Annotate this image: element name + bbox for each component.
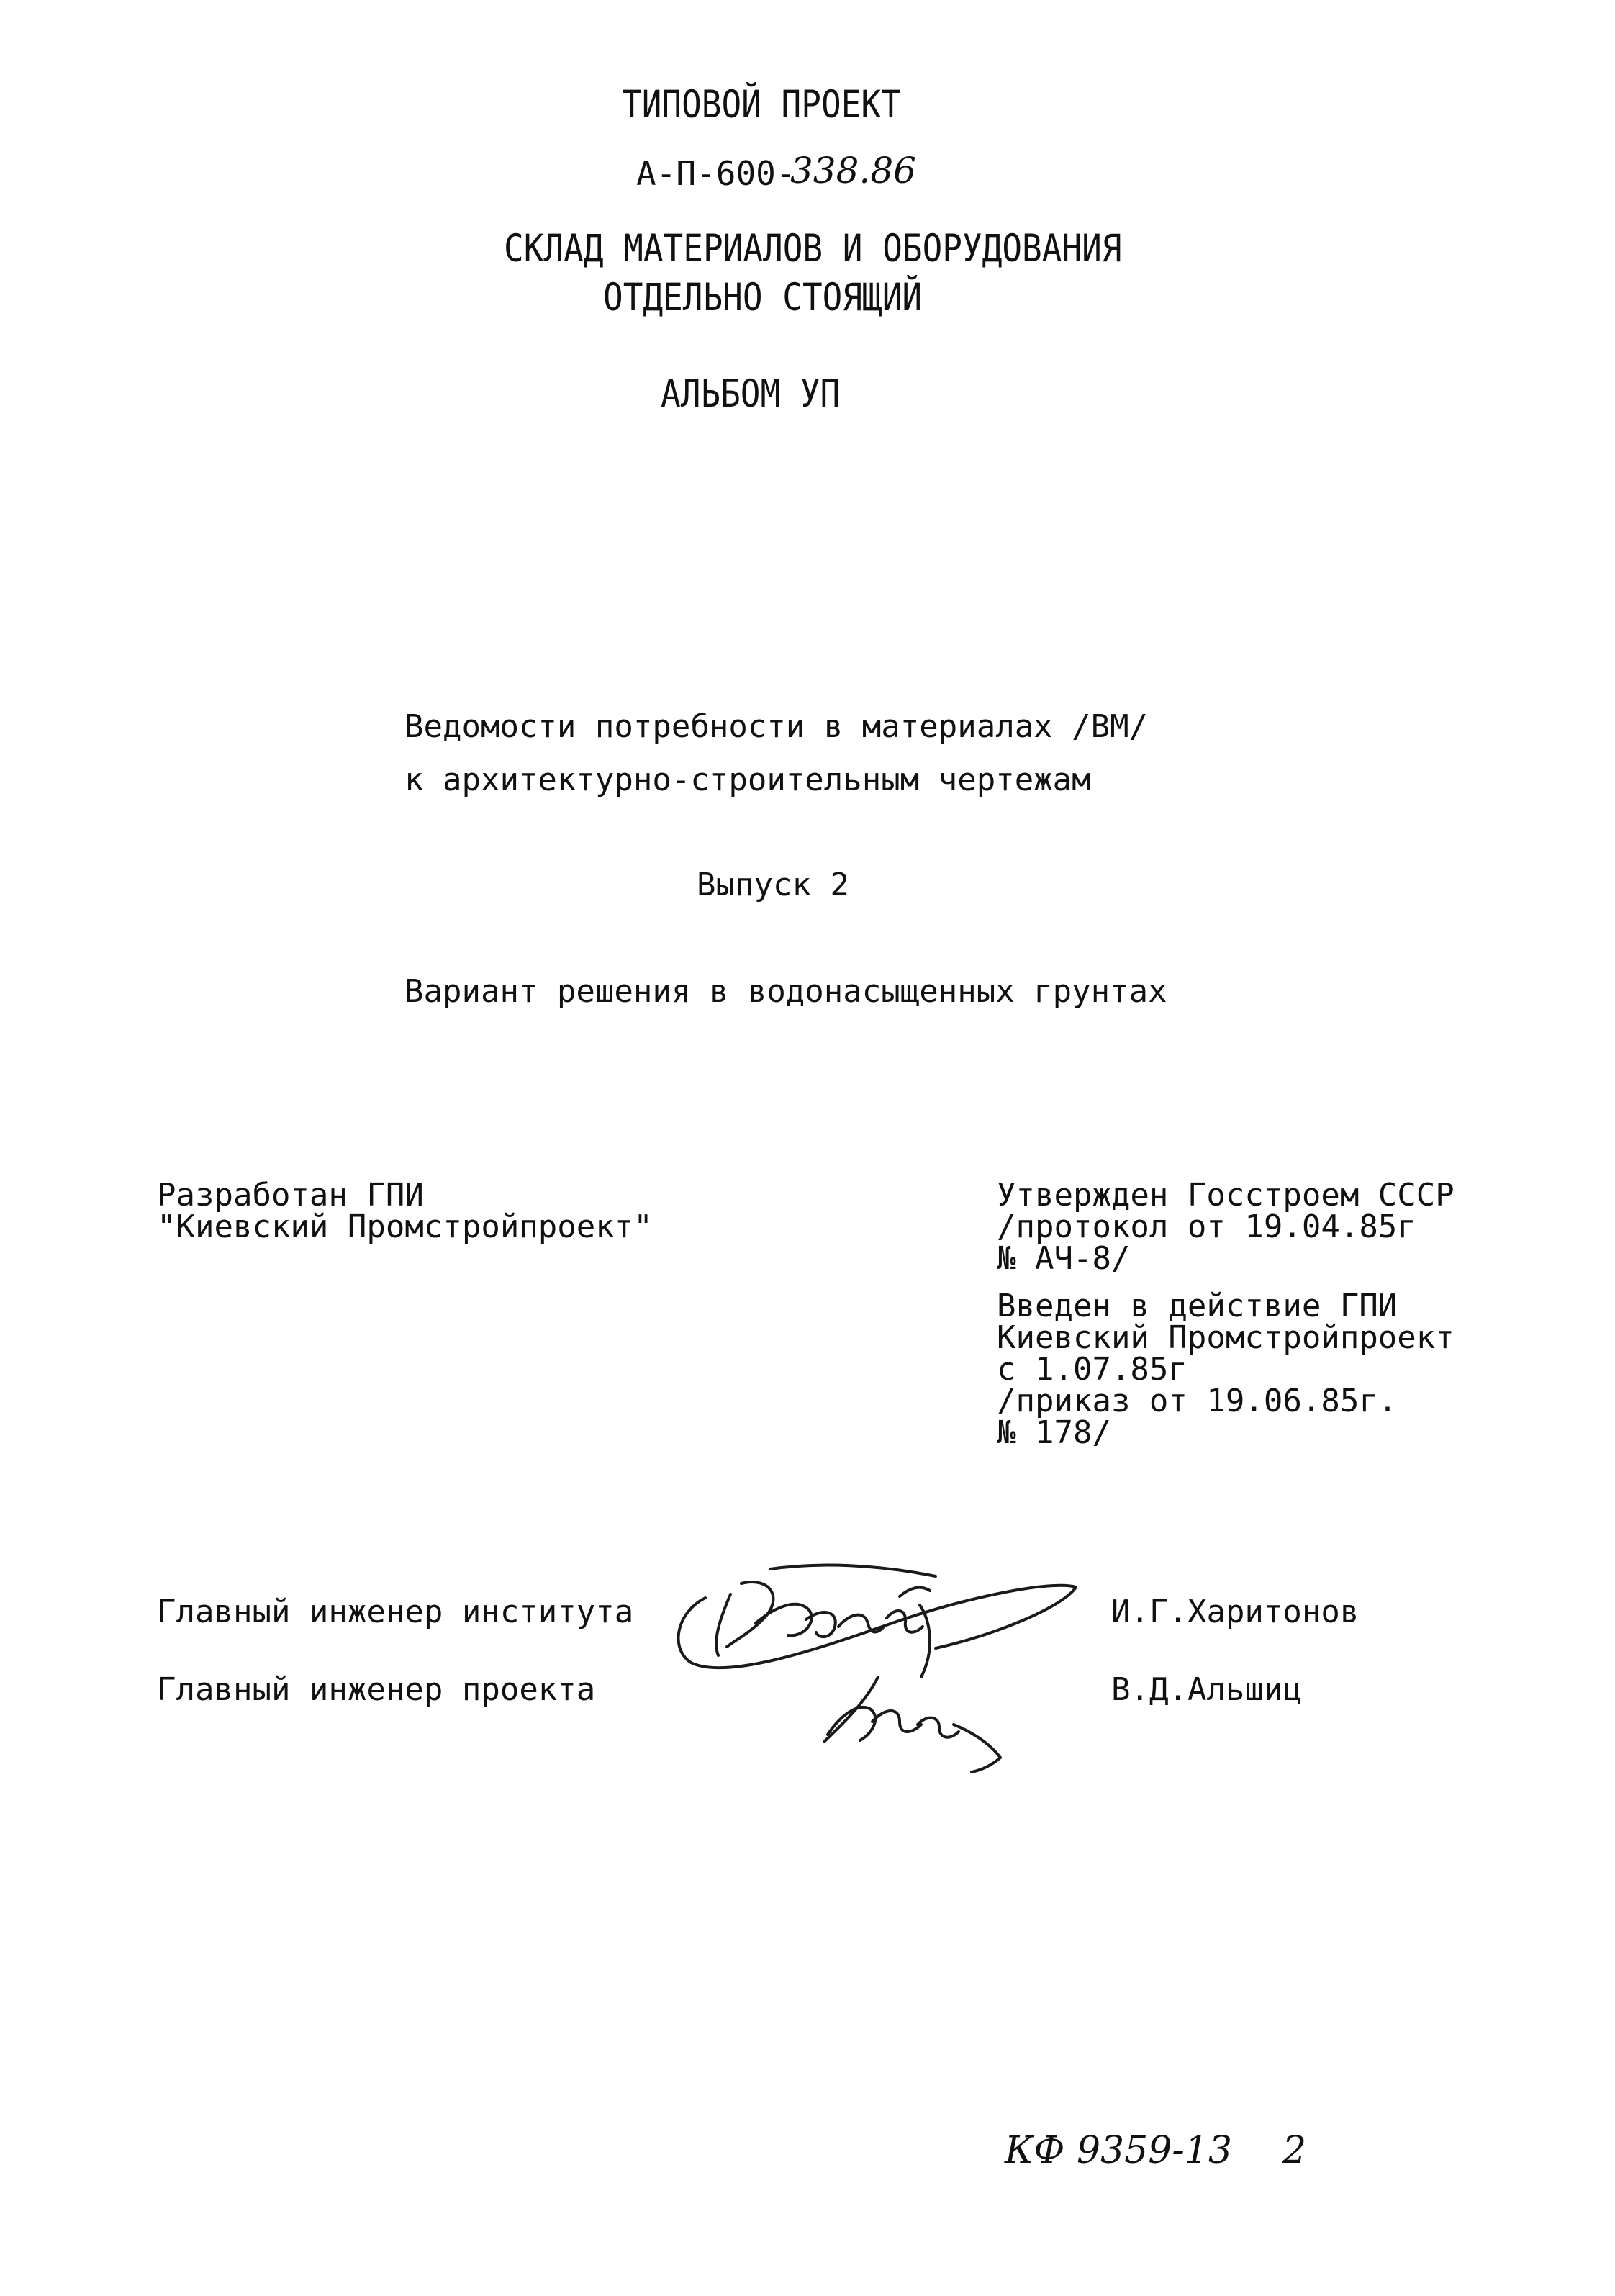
approval-line6: с 1.07.85г [997, 1351, 1188, 1388]
developer-line1: Разработан ГПИ [157, 1177, 424, 1213]
signature-chief-engineer-institute [662, 1555, 1094, 1778]
approval-line3: № АЧ-8/ [997, 1240, 1131, 1277]
approval-line2: /протокол от 19.04.85г [997, 1208, 1416, 1245]
sheet-number: 2 [1282, 2129, 1307, 2172]
subject-line1: Ведомости потребности в материалах /ВМ/ [404, 708, 1149, 745]
project-code-handwritten: 338.86 [790, 150, 916, 191]
approval-line8: № 178/ [997, 1414, 1111, 1451]
developer-line2: "Киевский Промстройпроект" [157, 1208, 653, 1245]
album-title: АЛЬБОМ УП [661, 371, 841, 416]
variant-title: Вариант решения в водонасыщенных грунтах [404, 973, 1167, 1010]
issue-number: Выпуск 2 [697, 867, 849, 903]
signatory-role-1: Главный инженер института [157, 1594, 634, 1630]
signatory-name-2: В.Д.Альшиц [1111, 1671, 1302, 1708]
approval-line5: Киевский Промстройпроект [997, 1319, 1455, 1356]
object-title-line1: СКЛАД МАТЕРИАЛОВ И ОБОРУДОВАНИЯ [504, 225, 1122, 271]
approval-line1: Утвержден Госстроем СССР [997, 1177, 1455, 1213]
series-title: ТИПОВОЙ ПРОЕКТ [622, 81, 901, 127]
inventory-number: КФ 9359-13 [1005, 2129, 1233, 2172]
object-title-line2: ОТДЕЛЬНО СТОЯЩИЙ [603, 274, 923, 320]
approval-line7: /приказ от 19.06.85г. [997, 1383, 1398, 1419]
signatory-name-1: И.Г.Харитонов [1111, 1594, 1360, 1630]
signatory-role-2: Главный инженер проекта [157, 1671, 596, 1708]
subject-line2: к архитектурно-строительным чертежам [404, 761, 1091, 798]
project-code-prefix: А-П-600- [636, 154, 796, 193]
approval-line4: Введен в действие ГПИ [997, 1288, 1398, 1324]
